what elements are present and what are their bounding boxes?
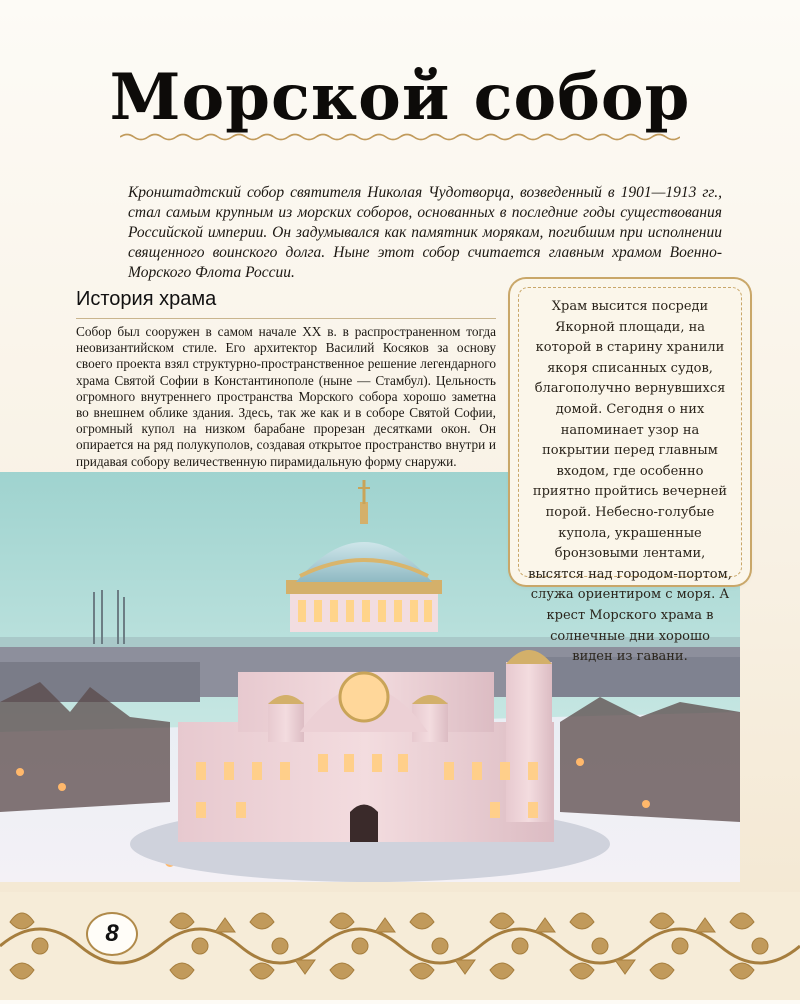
section-heading: История храма bbox=[76, 288, 217, 310]
intro-paragraph: Кронштадтский собор святителя Николая Чудотворца, возведенный в 1901—1913 гг., стал самым крупным из морских соборов, основанных в последние годы существования Российской империи. Он задумывался как памятник морякам, погибшим при исполнении священного воинского долга. Ныне этот собор считается главным храмом Военно-Морского Флота России. bbox=[128, 184, 722, 281]
title-underline bbox=[120, 132, 680, 142]
callout-box bbox=[512, 281, 748, 665]
callout-text: Храм высится посреди Якорной площади, на которой в старину хранили якоря списанных судов, благополучно вернувшихся домой. Сегодня о них напоминает узор на покрытии перед главным входом, где особенно приятно пройтись вечерней порой. Небесно-голубые купола, украшенные бронзовыми лентами, высятся над городом-портом, служа ориентиром с моря. А крест Морского храма в солнечные дни хорошо виден из гавани. bbox=[528, 299, 732, 665]
section-divider bbox=[76, 318, 496, 319]
page-number: 8 bbox=[86, 912, 138, 956]
section-body: Собор был сооружен в самом начале XX в. в распространенном тогда неовизантийском стиле. Его архитектор Василий Косяков за основу своего проекта взял структурно-пространственное решение легендарного храма Святой Софии в Константинополе (ныне — Стамбул). Цельность огромного внутреннего пространства Морского собора хорошо заметна во внешнем облике здания. Здесь, так же как и в соборе Святой Софии, огромный купол на низком барабане прорезан десятками окон. Он опирается на ряд полукуполов, создавая открытое пространство внутри и придавая собору величественную пирамидальную форму снаружи. bbox=[76, 324, 496, 469]
page-title: Морской собор bbox=[109, 60, 691, 135]
